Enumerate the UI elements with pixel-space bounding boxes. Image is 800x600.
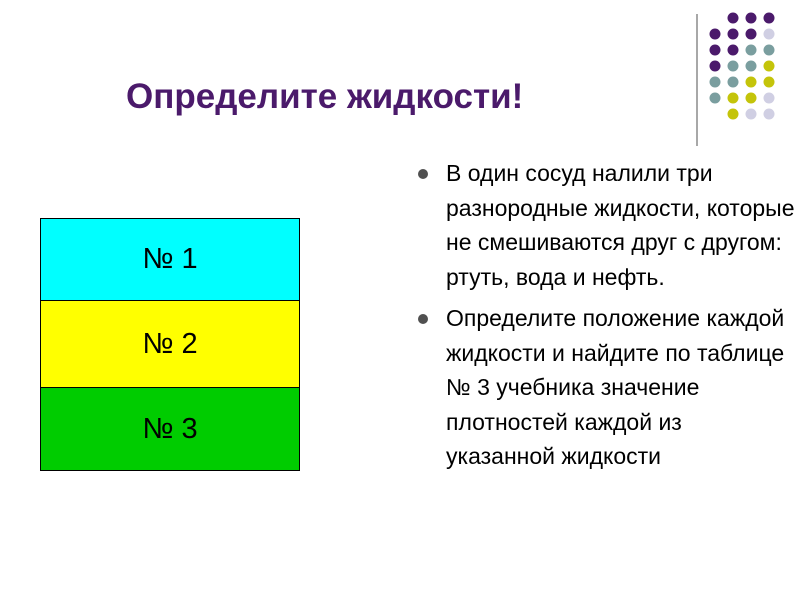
decorative-dot bbox=[710, 93, 721, 104]
bullet-text: В один сосуд налили три разнородные жидкости, которые не смешиваются друг с другом: ртуть, вода и нефть. bbox=[446, 160, 795, 290]
decorative-dot bbox=[746, 77, 757, 88]
layer-label: № 2 bbox=[142, 327, 198, 360]
vessel-diagram bbox=[40, 218, 300, 471]
decorative-dot bbox=[764, 61, 775, 72]
bullet-text: Определите положение каждой жидкости и найдите по таблице № 3 учебника значение плотностей каждой из указанной жидкости bbox=[446, 305, 785, 469]
decorative-dot bbox=[728, 29, 739, 40]
decorative-dot bbox=[764, 109, 775, 120]
decorative-dot bbox=[764, 13, 775, 24]
layer-label: № 3 bbox=[142, 412, 198, 445]
bullet-item bbox=[418, 156, 796, 294]
vessel-layer-3 bbox=[41, 388, 299, 470]
decorative-dot bbox=[728, 13, 739, 24]
decorative-dot bbox=[746, 61, 757, 72]
decorative-dot bbox=[764, 93, 775, 104]
vessel-layer-2 bbox=[41, 301, 299, 388]
decorative-dot bbox=[746, 29, 757, 40]
decorative-dot bbox=[746, 93, 757, 104]
bullet-item bbox=[418, 301, 796, 474]
decorative-dot bbox=[728, 77, 739, 88]
decorative-dot bbox=[764, 45, 775, 56]
vessel-layer-1 bbox=[41, 219, 299, 301]
decorative-dot bbox=[710, 45, 721, 56]
decorative-dot bbox=[710, 61, 721, 72]
decorative-dot bbox=[746, 109, 757, 120]
decorative-dot-grid bbox=[705, 8, 785, 128]
decorative-divider bbox=[696, 14, 698, 146]
decorative-dot bbox=[728, 109, 739, 120]
decorative-dot bbox=[710, 77, 721, 88]
decorative-dot bbox=[746, 13, 757, 24]
bullet-dot-icon bbox=[418, 169, 428, 179]
decorative-dot bbox=[746, 45, 757, 56]
bullet-dot-icon bbox=[418, 314, 428, 324]
bullet-list bbox=[418, 156, 796, 481]
decorative-dot bbox=[710, 29, 721, 40]
decorative-dot bbox=[728, 61, 739, 72]
slide-title: Определите жидкости! bbox=[126, 77, 524, 116]
decorative-dot bbox=[764, 77, 775, 88]
decorative-dot bbox=[728, 93, 739, 104]
decorative-dot bbox=[764, 29, 775, 40]
decorative-dot bbox=[728, 45, 739, 56]
layer-label: № 1 bbox=[142, 243, 198, 275]
